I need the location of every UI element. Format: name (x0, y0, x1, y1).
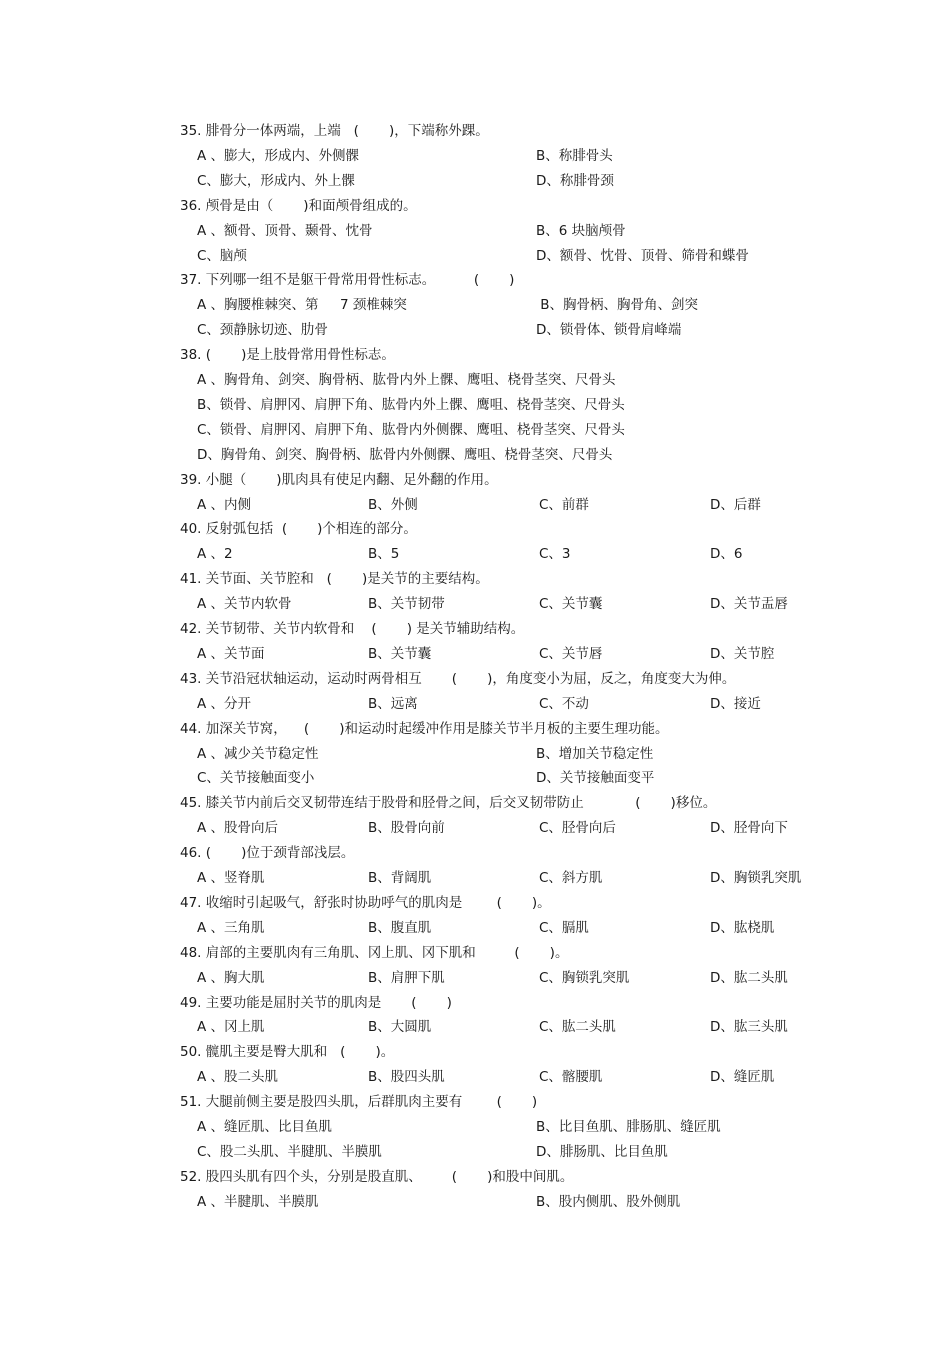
answer-option: B、关节韧带 (368, 596, 445, 613)
question-stem: 42. 关节韧带、关节内软骨和 ( ) 是关节辅助结构。 (180, 621, 525, 637)
answer-option: A 、竖脊肌 (197, 870, 265, 886)
answer-option: A 、冈上肌 (197, 1019, 265, 1036)
answer-option: B、锁骨、肩胛冈、肩胛下角、肱骨内外上髁、鹰咀、桡骨茎突、尺骨头 (197, 396, 625, 413)
answer-option: B、关节囊 (368, 645, 432, 662)
answer-option: C、关节接触面变小 (197, 770, 315, 787)
answer-option: C、股二头肌、半腱肌、半膜肌 (197, 1143, 382, 1160)
answer-option: B、背阔肌 (368, 870, 432, 886)
question-stem: 47. 收缩时引起吸气，舒张时协助呼气的肌肉是 ( )。 (180, 894, 551, 911)
answer-option: C、膈肌 (539, 919, 589, 936)
answer-option: D、关节接触面变平 (536, 770, 655, 787)
answer-option: B、5 (368, 546, 400, 563)
question-stem: 49. 主要功能是屈肘关节的肌肉是 ( ) (180, 994, 452, 1011)
answer-option: D、称腓骨颈 (536, 172, 614, 189)
question-stem: 41. 关节面、关节腔和 ( )是关节的主要结构。 (180, 571, 489, 588)
answer-option: A 、膨大，形成内、外侧髁 (197, 147, 360, 164)
answer-option: D、胫骨向下 (710, 820, 788, 837)
answer-option: B、腹直肌 (368, 919, 432, 936)
question-stem: 45. 膝关节内前后交叉韧带连结于股骨和胫骨之间，后交叉韧带防止 ( )移位。 (180, 795, 717, 812)
answer-option: A 、股二头肌 (197, 1069, 279, 1086)
question-stem: 39. 小腿（ )肌肉具有使足内翻、足外翻的作用。 (180, 471, 498, 488)
answer-option: A 、内侧 (197, 496, 252, 513)
question-stem: 51. 大腿前侧主要是股四头肌，后群肌肉主要有 ( ) (180, 1094, 538, 1111)
answer-option: A 、胸骨角、剑突、胸骨柄、肱骨内外上髁、鹰咀、桡骨茎突、尺骨头 (197, 372, 616, 388)
answer-option: C、膨大，形成内、外上髁 (197, 172, 355, 189)
answer-option: C、胸锁乳突肌 (539, 969, 630, 986)
question-stem: 37. 下列哪一组不是躯干骨常用骨性标志。 ( ) (180, 272, 515, 289)
answer-option: A 、额骨、顶骨、颞骨、忱骨 (197, 222, 373, 239)
answer-option: C、锁骨、肩胛冈、肩胛下角、肱骨内外侧髁、鹰咀、桡骨茎突、尺骨头 (197, 421, 625, 438)
answer-option: B、比目鱼肌、腓肠肌、缝匠肌 (536, 1119, 721, 1135)
answer-option: D、肱桡肌 (710, 919, 775, 936)
answer-option: A 、三角肌 (197, 919, 265, 936)
answer-option: D、肱二头肌 (710, 969, 788, 986)
answer-option: B、股四头肌 (368, 1069, 445, 1086)
question-stem: 44. 加深关节窝， ( )和运动时起缓冲作用是膝关节半月板的主要生理功能。 (180, 720, 669, 737)
answer-option: C、髂腰肌 (539, 1069, 603, 1086)
question-stem: 35. 腓骨分一体两端，上端 ( )，下端称外踝。 (180, 123, 489, 139)
answer-option: D、锁骨体、锁骨肩峰端 (536, 322, 682, 339)
answer-option: A 、缝匠肌、比目鱼肌 (197, 1119, 333, 1135)
answer-option: A 、分开 (197, 695, 252, 712)
question-stem: 43. 关节沿冠状轴运动，运动时两骨相互 ( )，角度变小为屈，反之，角度变大为伸。 (180, 670, 736, 687)
answer-option: D、胸骨角、剑突、胸骨柄、肱骨内外侧髁、鹰咀、桡骨茎突、尺骨头 (197, 446, 613, 463)
answer-option: A 、半腱肌、半膜肌 (197, 1193, 319, 1210)
answer-option: A 、胸大肌 (197, 969, 265, 986)
answer-option: C、3 (539, 546, 571, 563)
question-stem: 38. ( )是上肢骨常用骨性标志。 (180, 347, 395, 364)
answer-option: B、股内侧肌、股外侧肌 (536, 1193, 681, 1210)
answer-option: D、额骨、忱骨、顶骨、筛骨和蝶骨 (536, 247, 749, 264)
answer-option: B、远离 (368, 695, 418, 712)
answer-option: C、关节唇 (539, 645, 603, 662)
answer-option: A 、关节面 (197, 645, 265, 662)
answer-option: B、6 块脑颅骨 (536, 222, 626, 239)
answer-option: C、颈静脉切迹、肋骨 (197, 322, 328, 339)
answer-option: C、前群 (539, 496, 589, 513)
answer-option: C、肱二头肌 (539, 1019, 616, 1036)
answer-option: D、胸锁乳突肌 (710, 870, 802, 886)
answer-option: B、大圆肌 (368, 1019, 432, 1036)
answer-option: B、股骨向前 (368, 820, 445, 837)
answer-option: D、缝匠肌 (710, 1069, 775, 1086)
answer-option: D、关节腔 (710, 645, 775, 662)
answer-option: B、外侧 (368, 496, 418, 513)
question-stem: 52. 股四头肌有四个头，分别是股直肌、 ( )和股中间肌。 (180, 1168, 574, 1185)
answer-option: B、称腓骨头 (536, 147, 613, 164)
question-stem: 48. 肩部的主要肌肉有三角肌、冈上肌、冈下肌和 ( )。 (180, 944, 569, 961)
answer-option: D、腓肠肌、比目鱼肌 (536, 1143, 668, 1160)
answer-option: A 、减少关节稳定性 (197, 745, 319, 762)
answer-option: D、6 (710, 546, 743, 563)
question-stem: 46. ( )位于颈背部浅层。 (180, 845, 355, 862)
answer-option: B、增加关节稳定性 (536, 745, 654, 762)
answer-option: A 、关节内软骨 (197, 596, 292, 613)
answer-option: C、脑颅 (197, 247, 247, 264)
question-stem: 40. 反射弧包括 ( )个相连的部分。 (180, 521, 417, 538)
answer-option: A 、胸腰椎棘突、第 7 颈椎棘突 (197, 297, 407, 314)
answer-option: C、胫骨向后 (539, 820, 616, 837)
answer-option: C、不动 (539, 695, 589, 712)
answer-option: D、肱三头肌 (710, 1019, 788, 1036)
answer-option: D、关节盂唇 (710, 596, 788, 613)
answer-option: B、胸骨柄、胸骨角、剑突 (536, 297, 699, 314)
question-stem: 50. 髋肌主要是臀大肌和 ( )。 (180, 1044, 395, 1061)
answer-option: C、斜方肌 (539, 870, 603, 886)
answer-option: A 、2 (197, 546, 233, 563)
answer-option: A 、股骨向后 (197, 820, 279, 837)
answer-option: B、肩胛下肌 (368, 969, 445, 986)
question-stem: 36. 颅骨是由（ )和面颅骨组成的。 (180, 197, 417, 214)
answer-option: D、后群 (710, 496, 761, 513)
answer-option: C、关节囊 (539, 596, 603, 613)
answer-option: D、接近 (710, 695, 761, 712)
